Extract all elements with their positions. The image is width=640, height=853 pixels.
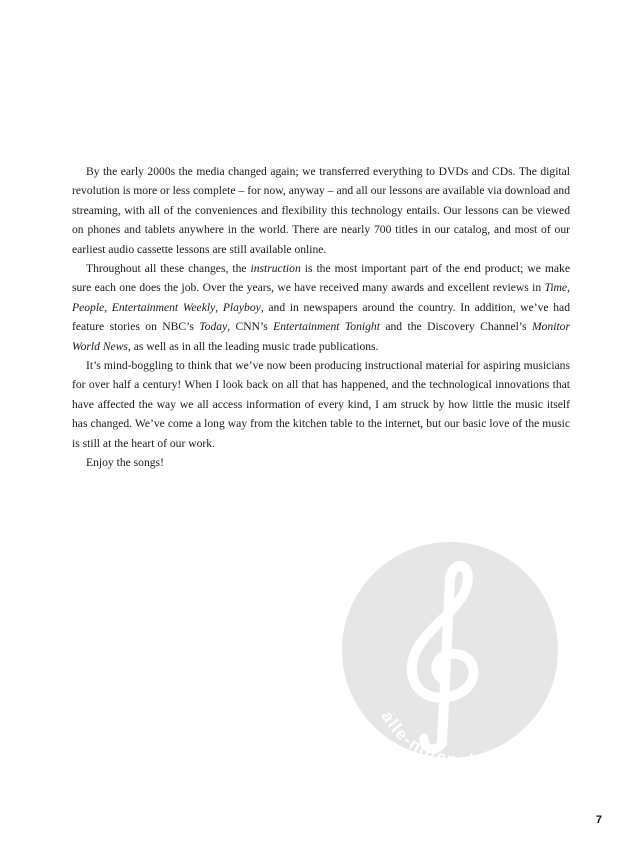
paragraph-4 (72, 453, 570, 472)
page-number: 7 (595, 814, 602, 826)
italic-title: Monitor World News (72, 320, 570, 353)
text-run: Enjoy the songs! (86, 456, 164, 470)
text-run: , (215, 300, 223, 314)
watermark-text: alle-noten.de (377, 707, 488, 762)
italic-title: Time (544, 281, 568, 295)
watermark-graphic (338, 538, 562, 762)
italic-title: instruction (250, 262, 301, 276)
text-run: , CNN’s (227, 320, 274, 334)
text-run: By the early 2000s the media changed again; we transferred everything to DVDs and CDs. The digital revolution is more or less complete – for now, anyway – and all our lessons are available via download and streaming, with all of the conveniences and flexibility this technology entails. Our lessons can be viewed on phones and tablets anywhere in the world. There are nearly 700 titles in our catalog, and most of our earliest audio cassette lessons are still available online. (72, 165, 570, 256)
paragraph-3 (72, 356, 570, 453)
body-text (72, 162, 570, 473)
text-run: , and in newspapers around the country. In addition, we’ve had feature stories on NBC’s (72, 300, 570, 334)
text-run: , (104, 300, 112, 314)
italic-title: Playboy (222, 300, 261, 314)
text-run: It’s mind-boggling to think that we’ve now been producing instructional material for aspiring musicians for over half a century! When I look back on all that has happened, and the technological innovations that have affected the way we all access information of every kind, I am struck by how little the music itself has changed. We’ve come a long way from the kitchen table to the internet, but our basic love of the music is still at the heart of our work. (72, 359, 570, 450)
italic-title: Entertainment Tonight (273, 320, 380, 334)
italic-title: People (72, 300, 105, 314)
paragraph-2 (72, 259, 570, 356)
text-run: Throughout all these changes, the (86, 262, 251, 276)
text-run: , (567, 281, 570, 295)
italic-title: Entertainment Weekly (111, 300, 216, 314)
italic-title: Today (199, 320, 228, 334)
text-run: , as well as in all the leading music trade publications. (127, 339, 379, 353)
text-run: is the most important part of the end product; we make sure each one does the job. Over the years, we have received many awards and excellent reviews in (72, 262, 570, 295)
paragraph-1 (72, 162, 570, 259)
text-run: and the Discovery Channel’s (379, 320, 532, 334)
watermark (338, 538, 562, 762)
